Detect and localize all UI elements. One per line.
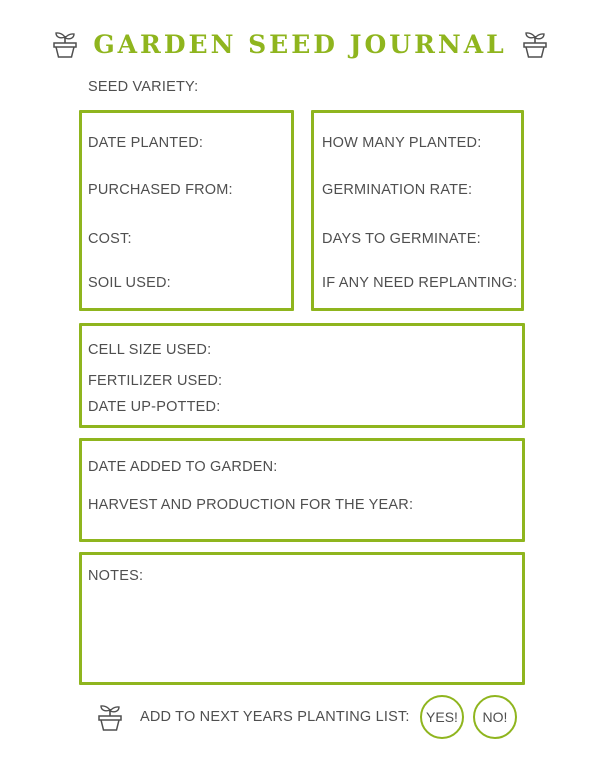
yes-button[interactable] — [420, 695, 464, 739]
no-button-label: NO! — [482, 709, 508, 725]
notes-box[interactable] — [79, 552, 525, 685]
no-button[interactable] — [473, 695, 517, 739]
cell-size-used-label: CELL SIZE USED: — [88, 342, 212, 358]
fertilizer-used-label: FERTILIZER USED: — [88, 373, 223, 389]
date-added-to-garden-label: DATE ADDED TO GARDEN: — [88, 459, 278, 475]
garden-details-box — [79, 438, 525, 542]
harvest-production-label: HARVEST AND PRODUCTION FOR THE YEAR: — [88, 497, 414, 513]
page-title: GARDEN SEED JOURNAL — [93, 29, 507, 59]
seed-variety-label: SEED VARIETY: — [88, 79, 199, 95]
journal-header — [0, 22, 600, 66]
seedling-pot-icon — [521, 29, 549, 59]
yes-button-label: YES! — [426, 709, 458, 725]
purchased-from-label: PURCHASED FROM: — [88, 182, 233, 198]
seedling-pot-icon — [51, 29, 79, 59]
soil-used-label: SOIL USED: — [88, 275, 171, 291]
germination-rate-label: GERMINATION RATE: — [322, 182, 473, 198]
need-replanting-label: IF ANY NEED REPLANTING: — [322, 275, 518, 291]
date-planted-label: DATE PLANTED: — [88, 135, 204, 151]
cost-label: COST: — [88, 231, 132, 247]
planting-list-prompt: ADD TO NEXT YEARS PLANTING LIST: — [140, 709, 410, 725]
seedling-pot-icon — [96, 702, 124, 732]
notes-label: NOTES: — [88, 568, 144, 584]
date-up-potted-label: DATE UP-POTTED: — [88, 399, 221, 415]
days-to-germinate-label: DAYS TO GERMINATE: — [322, 231, 481, 247]
how-many-planted-label: HOW MANY PLANTED: — [322, 135, 482, 151]
